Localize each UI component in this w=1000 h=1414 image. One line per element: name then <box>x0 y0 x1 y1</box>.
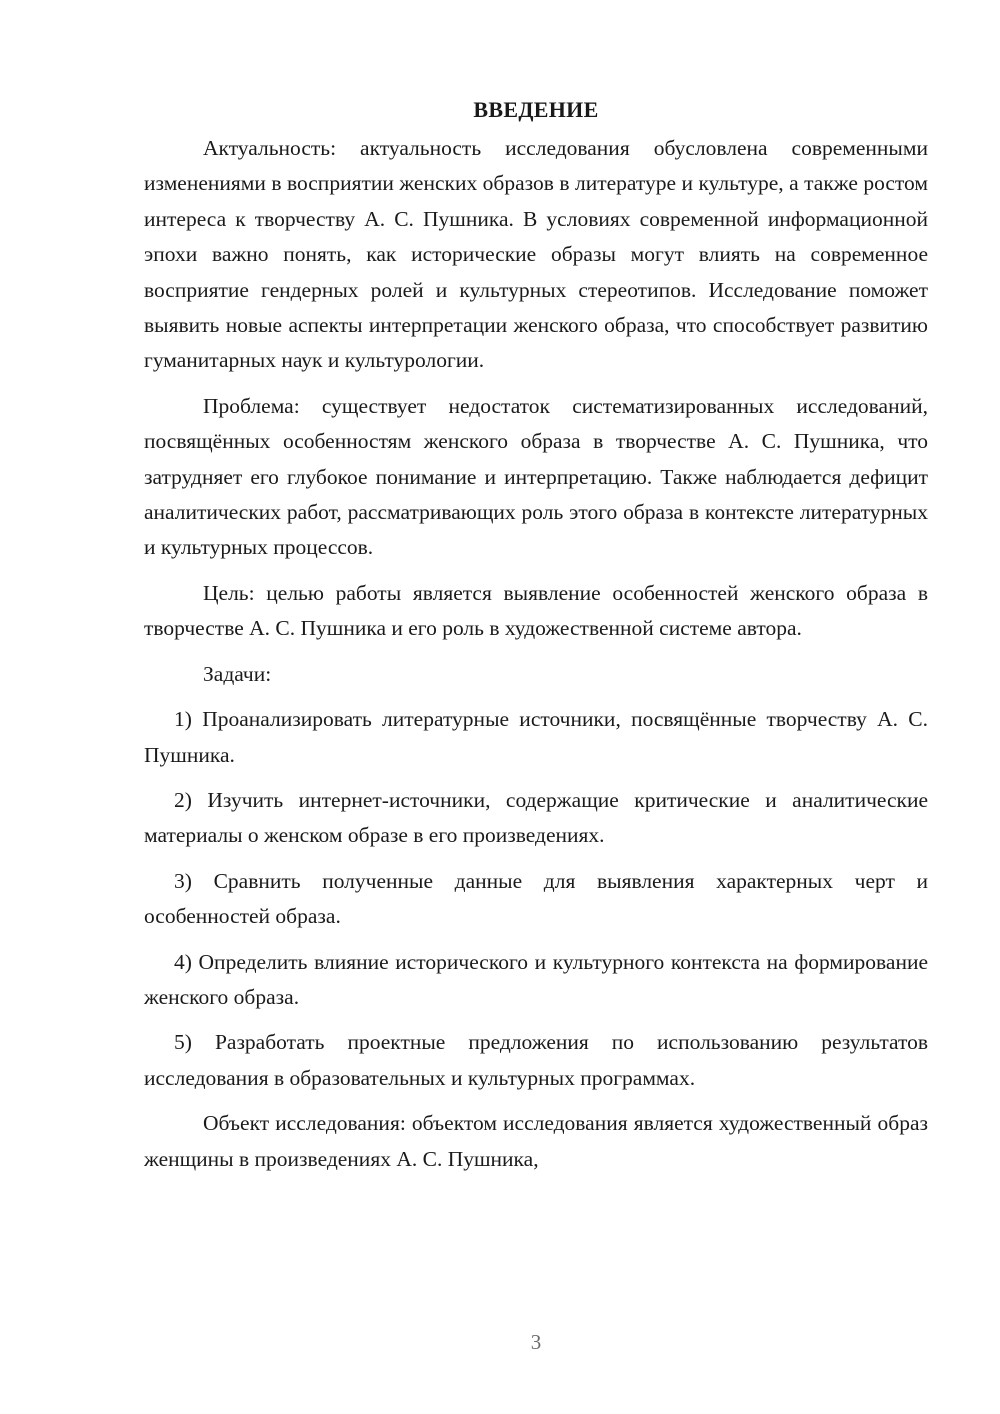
task-text: Изучить интернет-источники, содержащие критические и аналитические материалы о женском образе в его произведениях. <box>144 787 929 848</box>
task-number: 4) <box>174 949 192 974</box>
paragraph-relevance: Актуальность: актуальность исследования обусловлена современными изменениями в восприятии женских образов в литературе и культуре, а также ростом интереса к творчеству А. С. Пушника. В условиях современной информационной эпохи важно понять, как исторические образы могут влиять на современное восприятие гендерных ролей и культурных стереотипов. Исследование поможет выявить новые аспекты интерпретации женского образа, что способствует развитию гуманитарных наук и культурологии. <box>144 136 928 373</box>
list-item <box>144 1025 928 1096</box>
list-item <box>144 945 928 1016</box>
task-text: Определить влияние исторического и культурного контекста на формирование женского образа. <box>144 949 929 1009</box>
task-text: Сравнить полученные данные для выявления характерных черт и особенностей образа. <box>144 868 928 929</box>
paragraph-tasks-label: Задачи: <box>203 661 272 686</box>
task-number: 3) <box>174 868 192 893</box>
task-number: 1) <box>174 707 192 732</box>
paragraph-problem: Проблема: существует недостаток систематизированных исследований, посвящённых особенностям женского образа в творчестве А. С. Пушника, что затрудняет его глубокое понимание и интерпретацию. Также наблюдается дефицит аналитических работ, рассматривающих роль этого образа в контексте литературных и культурных процессов. <box>144 393 928 560</box>
tasks-list <box>144 702 928 1096</box>
list-item <box>144 864 928 935</box>
page-number: 3 <box>530 1330 542 1354</box>
document-page <box>144 92 928 1177</box>
section-heading: ВВЕДЕНИЕ <box>473 97 599 122</box>
list-item <box>144 783 928 854</box>
task-number: 5) <box>174 1030 192 1055</box>
paragraph-object: Объект исследования: объектом исследования является художественный образ женщины в произведениях А. С. Пушника, <box>144 1111 928 1171</box>
paragraph-goal: Цель: целью работы является выявление особенностей женского образа в творчестве А. С. Пушника и его роль в художественной системе автора. <box>144 580 928 641</box>
task-text: Проанализировать литературные источники, посвящённые творчеству А. С. Пушника. <box>144 707 928 767</box>
task-text: Разработать проектные предложения по использованию результатов исследования в образовательных и культурных программах. <box>144 1030 928 1090</box>
list-item <box>144 702 928 773</box>
task-number: 2) <box>174 787 192 812</box>
